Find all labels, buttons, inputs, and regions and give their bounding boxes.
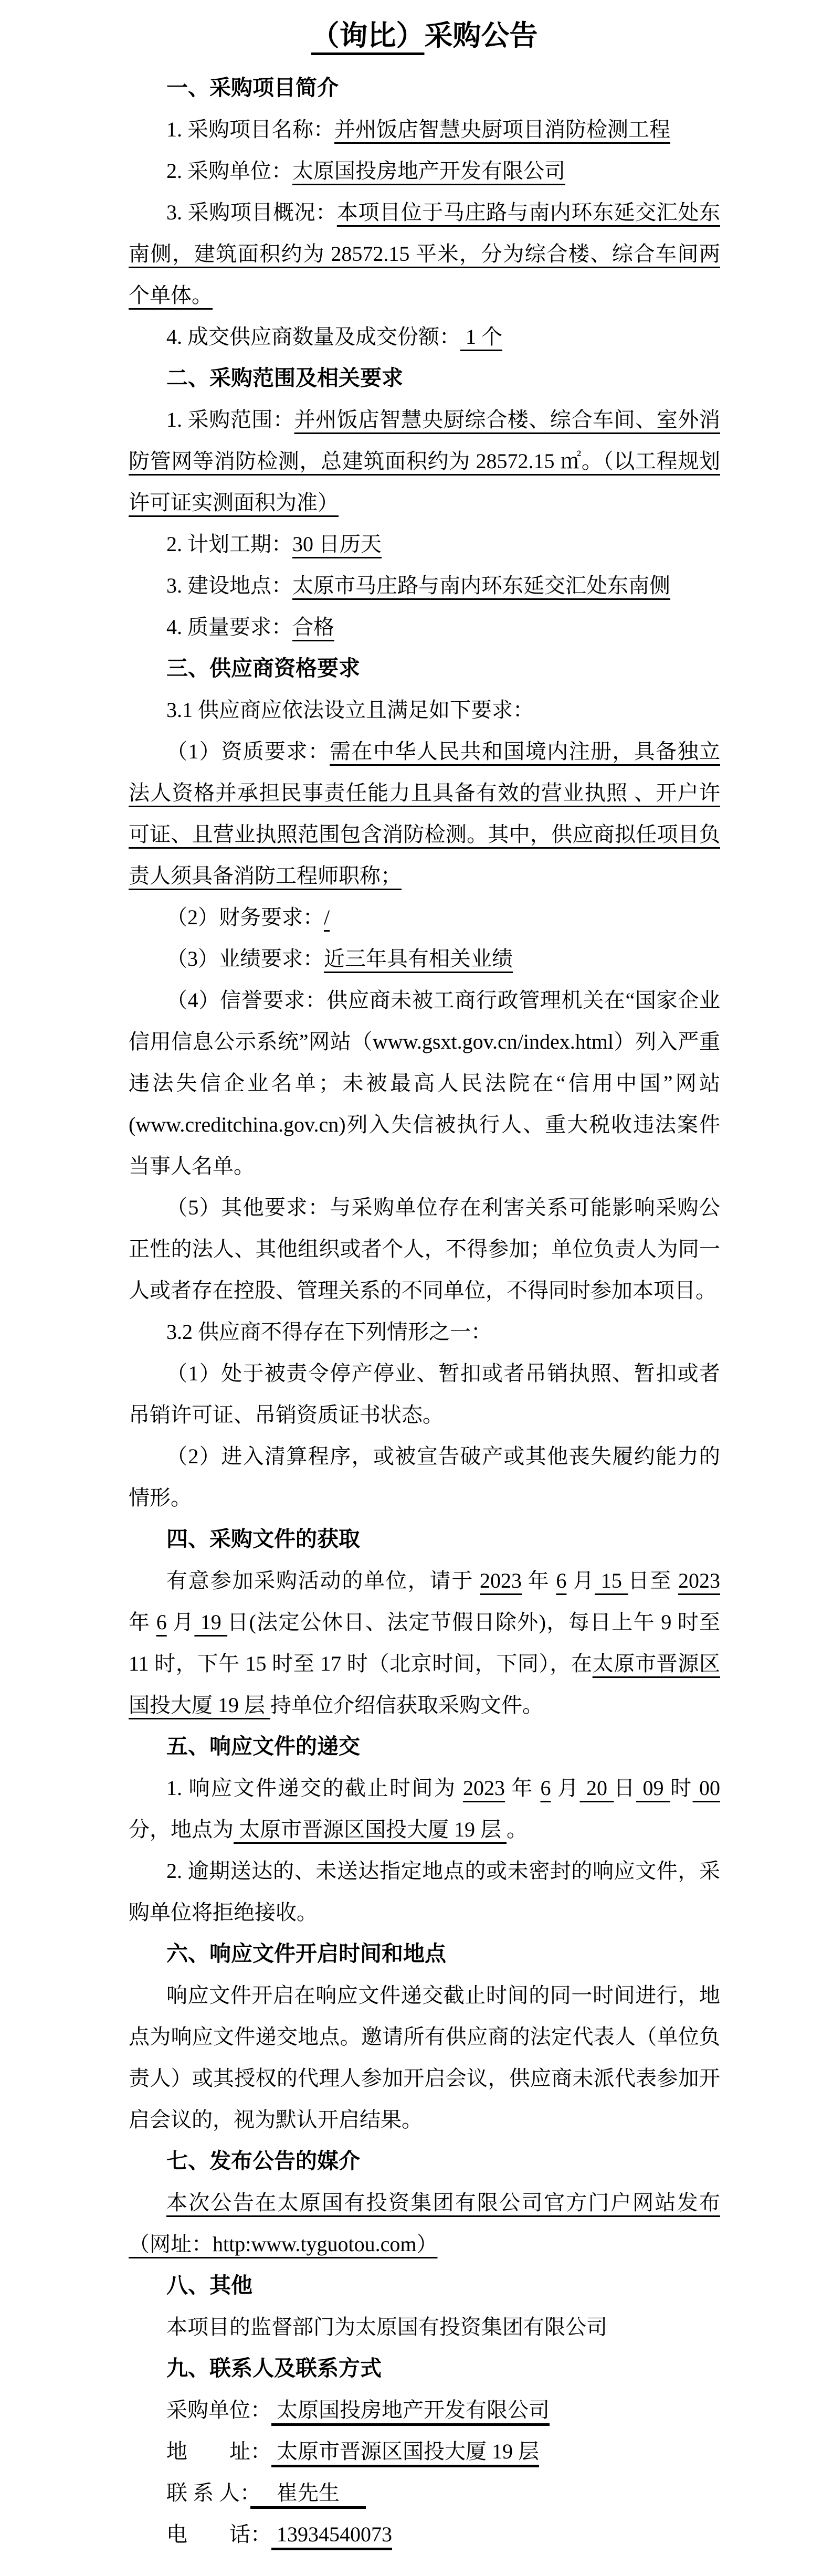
paragraph bbox=[129, 316, 720, 357]
text-run: （1）资质要求： bbox=[166, 740, 330, 763]
text-run: （2）财务要求： bbox=[166, 905, 324, 929]
paragraph bbox=[129, 606, 720, 648]
underlined-field-text: 太原国投房地产开发有限公司 bbox=[271, 2398, 550, 2422]
text-run: 本项目的监督部门为太原国有投资集团有限公司 bbox=[166, 2315, 607, 2339]
underlined-field-text: / bbox=[324, 905, 330, 929]
paragraph bbox=[129, 1187, 720, 1311]
paragraph bbox=[129, 731, 720, 896]
underlined-field-text: 15 bbox=[595, 1569, 628, 1592]
paragraph bbox=[129, 192, 720, 316]
underlined-field-text: 本项目位于马庄路与南内环东延交汇处东南侧，建筑面积约为 28572.15 平米，分为综合楼、综合车间两个单体。 bbox=[129, 200, 721, 307]
underlined-field-text: 09 bbox=[636, 1776, 670, 1800]
section-heading: 七、发布公告的媒介 bbox=[166, 2149, 360, 2173]
text-run: 地 址： bbox=[166, 2440, 271, 2463]
section-8 bbox=[129, 2265, 720, 2348]
text-run: 时 bbox=[670, 1776, 693, 1800]
text-run: 有意参加采购活动的单位，请于 bbox=[166, 1569, 480, 1592]
text-run: （2）进入清算程序，或被宣告破产或其他丧失履约能力的情形。 bbox=[129, 1444, 720, 1509]
text-run: 4. 成交供应商数量及成交份额： bbox=[166, 325, 460, 349]
paragraph bbox=[129, 689, 720, 731]
underlined-field-text: 6 bbox=[156, 1610, 167, 1634]
text-run: 电 话： bbox=[166, 2522, 271, 2546]
paragraph bbox=[129, 1975, 720, 2140]
section-heading: 四、采购文件的获取 bbox=[166, 1527, 360, 1551]
underlined-field-text: 太原国投房地产开发有限公司 bbox=[292, 159, 565, 183]
paragraph bbox=[129, 2182, 720, 2265]
text-run: 分，地点为 bbox=[129, 1818, 234, 1841]
section-heading: 一、采购项目简介 bbox=[166, 76, 339, 100]
text-run: （3）业绩要求： bbox=[166, 947, 324, 970]
underlined-field-text: 太原市晋源区国投大厦 19 层 bbox=[271, 2440, 539, 2463]
section-heading: 二、采购范围及相关要求 bbox=[166, 366, 403, 390]
paragraph bbox=[129, 1353, 720, 1435]
underlined-field-text: （询比） bbox=[311, 20, 425, 51]
paragraph bbox=[129, 150, 720, 192]
text-run: 2. 采购单位： bbox=[166, 159, 292, 183]
text-run: （1）处于被责令停产停业、暂扣或者吊销执照、暂扣或者吊销许可证、吊销资质证书状态。 bbox=[129, 1361, 720, 1427]
underlined-field-text: 6 bbox=[540, 1776, 551, 1800]
paragraph bbox=[129, 523, 720, 565]
text-run: 年 bbox=[522, 1569, 556, 1592]
text-run: 2. 计划工期： bbox=[166, 532, 292, 556]
text-run: （4）信誉要求：供应商未被工商行政管理机关在“国家企业信用信息公示系统”网站（www.gsxt.gov.cn/index.html）列入严重违法失信企业名单；未被最高人民法院在“信用中国”网站(www.creditchina.gov.cn)列入失信被执行人、重大税收违法案件当事人名单。 bbox=[129, 988, 720, 1178]
paragraph bbox=[129, 2514, 720, 2555]
underlined-field-text: 20 bbox=[579, 1776, 614, 1800]
underlined-field-text: 太原市晋源区国投大厦 19 层 bbox=[129, 1652, 721, 1717]
text-run: 月 bbox=[566, 1569, 595, 1592]
text-run: 年 bbox=[505, 1776, 541, 1800]
paragraph bbox=[129, 1311, 720, 1353]
text-run: 1. 采购项目名称： bbox=[166, 118, 334, 141]
paragraph bbox=[129, 2431, 720, 2472]
text-run: 2. 逾期送达的、未送达指定地点的或未密封的响应文件，采购单位将拒绝接收。 bbox=[129, 1859, 720, 1924]
text-run: 持单位介绍信获取采购文件。 bbox=[270, 1693, 543, 1717]
paragraph bbox=[129, 565, 720, 606]
section-1 bbox=[129, 67, 720, 357]
paragraph bbox=[129, 1767, 720, 1850]
paragraph bbox=[129, 2306, 720, 2348]
underlined-field-text: 太原市马庄路与南内环东延交汇处东南侧 bbox=[292, 574, 670, 597]
section-9 bbox=[129, 2348, 720, 2555]
text-run: 3.2 供应商不得存在下列情形之一： bbox=[166, 1320, 492, 1344]
text-run: 日(法定公休日、法定节假日除外)，每日上午 9 时至 11 时，下午 15 时至 17 时（北京时间，下同），在 bbox=[129, 1610, 721, 1675]
underlined-field-text: 2023 bbox=[480, 1569, 522, 1592]
underlined-field-text: 近三年具有相关业绩 bbox=[324, 947, 513, 970]
paragraph bbox=[129, 1435, 720, 1518]
paragraph bbox=[129, 1560, 720, 1726]
text-run: 采购公告 bbox=[424, 20, 538, 51]
underlined-field-text: 00 bbox=[692, 1776, 720, 1800]
paragraph bbox=[129, 896, 720, 938]
underlined-field-text: 合格 bbox=[292, 615, 334, 639]
underlined-field-text: 19 bbox=[194, 1610, 228, 1634]
text-run: 4. 质量要求： bbox=[166, 615, 292, 639]
section-2 bbox=[129, 357, 720, 648]
underlined-field-text: 2023 bbox=[463, 1776, 505, 1800]
paragraph bbox=[129, 2389, 720, 2431]
text-run: 1. 响应文件递交的截止时间为 bbox=[166, 1776, 463, 1800]
text-run: 1. 采购范围： bbox=[166, 408, 294, 431]
text-run: 日 bbox=[614, 1776, 636, 1800]
text-run: 3.1 供应商应依法设立且满足如下要求： bbox=[166, 698, 534, 722]
underlined-field-text: 并州饭店智慧央厨项目消防检测工程 bbox=[334, 118, 670, 141]
underlined-field-text: 太原市晋源区国投大厦 19 层 bbox=[234, 1818, 507, 1841]
underlined-field-text: 崔先生 bbox=[250, 2481, 366, 2505]
section-heading: 八、其他 bbox=[166, 2273, 252, 2297]
text-run: 联 系 人： bbox=[166, 2481, 250, 2505]
text-run: 。 bbox=[507, 1818, 528, 1841]
underlined-field-text: 2023 bbox=[678, 1569, 721, 1592]
paragraph bbox=[129, 979, 720, 1187]
text-run: 月 bbox=[166, 1610, 195, 1634]
underlined-field-text: 并州饭店智慧央厨综合楼、综合车间、室外消防管网等消防检测，总建筑面积约为 28572.15 ㎡。（以工程规划许可证实测面积为准） bbox=[129, 408, 721, 514]
section-6 bbox=[129, 1933, 720, 2140]
section-5 bbox=[129, 1726, 720, 1933]
text-run: 年 bbox=[129, 1610, 156, 1634]
section-7 bbox=[129, 2140, 720, 2265]
paragraph bbox=[129, 109, 720, 150]
section-heading: 五、响应文件的递交 bbox=[166, 1734, 360, 1758]
underlined-field-text: 1 个 bbox=[460, 325, 502, 349]
underlined-field-text: 13934540073 bbox=[271, 2522, 392, 2546]
paragraph bbox=[129, 1850, 720, 1933]
underlined-field-text: 30 日历天 bbox=[292, 532, 382, 556]
paragraph bbox=[129, 399, 720, 523]
section-heading: 三、供应商资格要求 bbox=[166, 656, 360, 680]
doc-body bbox=[129, 67, 720, 2555]
underlined-field-text: 6 bbox=[556, 1569, 567, 1592]
page-title bbox=[129, 9, 720, 62]
text-run: 响应文件开启在响应文件递交截止时间的同一时间进行，地点为响应文件递交地点。邀请所有供应商的法定代表人（单位负责人）或其授权的代理人参加开启会议，供应商未派代表参加开启会议的，视为默认开启结果。 bbox=[129, 1983, 720, 2131]
section-heading: 六、响应文件开启时间和地点 bbox=[166, 1941, 446, 1966]
section-3 bbox=[129, 648, 720, 1518]
text-run: （5）其他要求：与采购单位存在利害关系可能影响采购公正性的法人、其他组织或者个人，不得参加；单位负责人为同一人或者存在控股、管理关系的不同单位，不得同时参加本项目。 bbox=[129, 1196, 720, 1302]
text-run: 3. 建设地点： bbox=[166, 574, 292, 597]
section-heading: 九、联系人及联系方式 bbox=[166, 2356, 382, 2380]
section-4 bbox=[129, 1518, 720, 1726]
underlined-field-text: 本次公告在太原国有投资集团有限公司官方门户网站发布（网址：http:www.tyguotou.com） bbox=[129, 2191, 720, 2256]
text-run: 月 bbox=[551, 1776, 580, 1800]
underlined-field-text: 需在中华人民共和国境内注册，具备独立法人资格并承担民事责任能力且具备有效的营业执照 、开户许可证、且营业执照范围包含消防检测。其中，供应商拟任项目负责人须具备消防工程师职称； bbox=[129, 740, 721, 888]
text-run: 日至 bbox=[628, 1569, 679, 1592]
paragraph bbox=[129, 938, 720, 979]
text-run: 3. 采购项目概况： bbox=[166, 200, 337, 224]
text-run: 采购单位： bbox=[166, 2398, 271, 2422]
